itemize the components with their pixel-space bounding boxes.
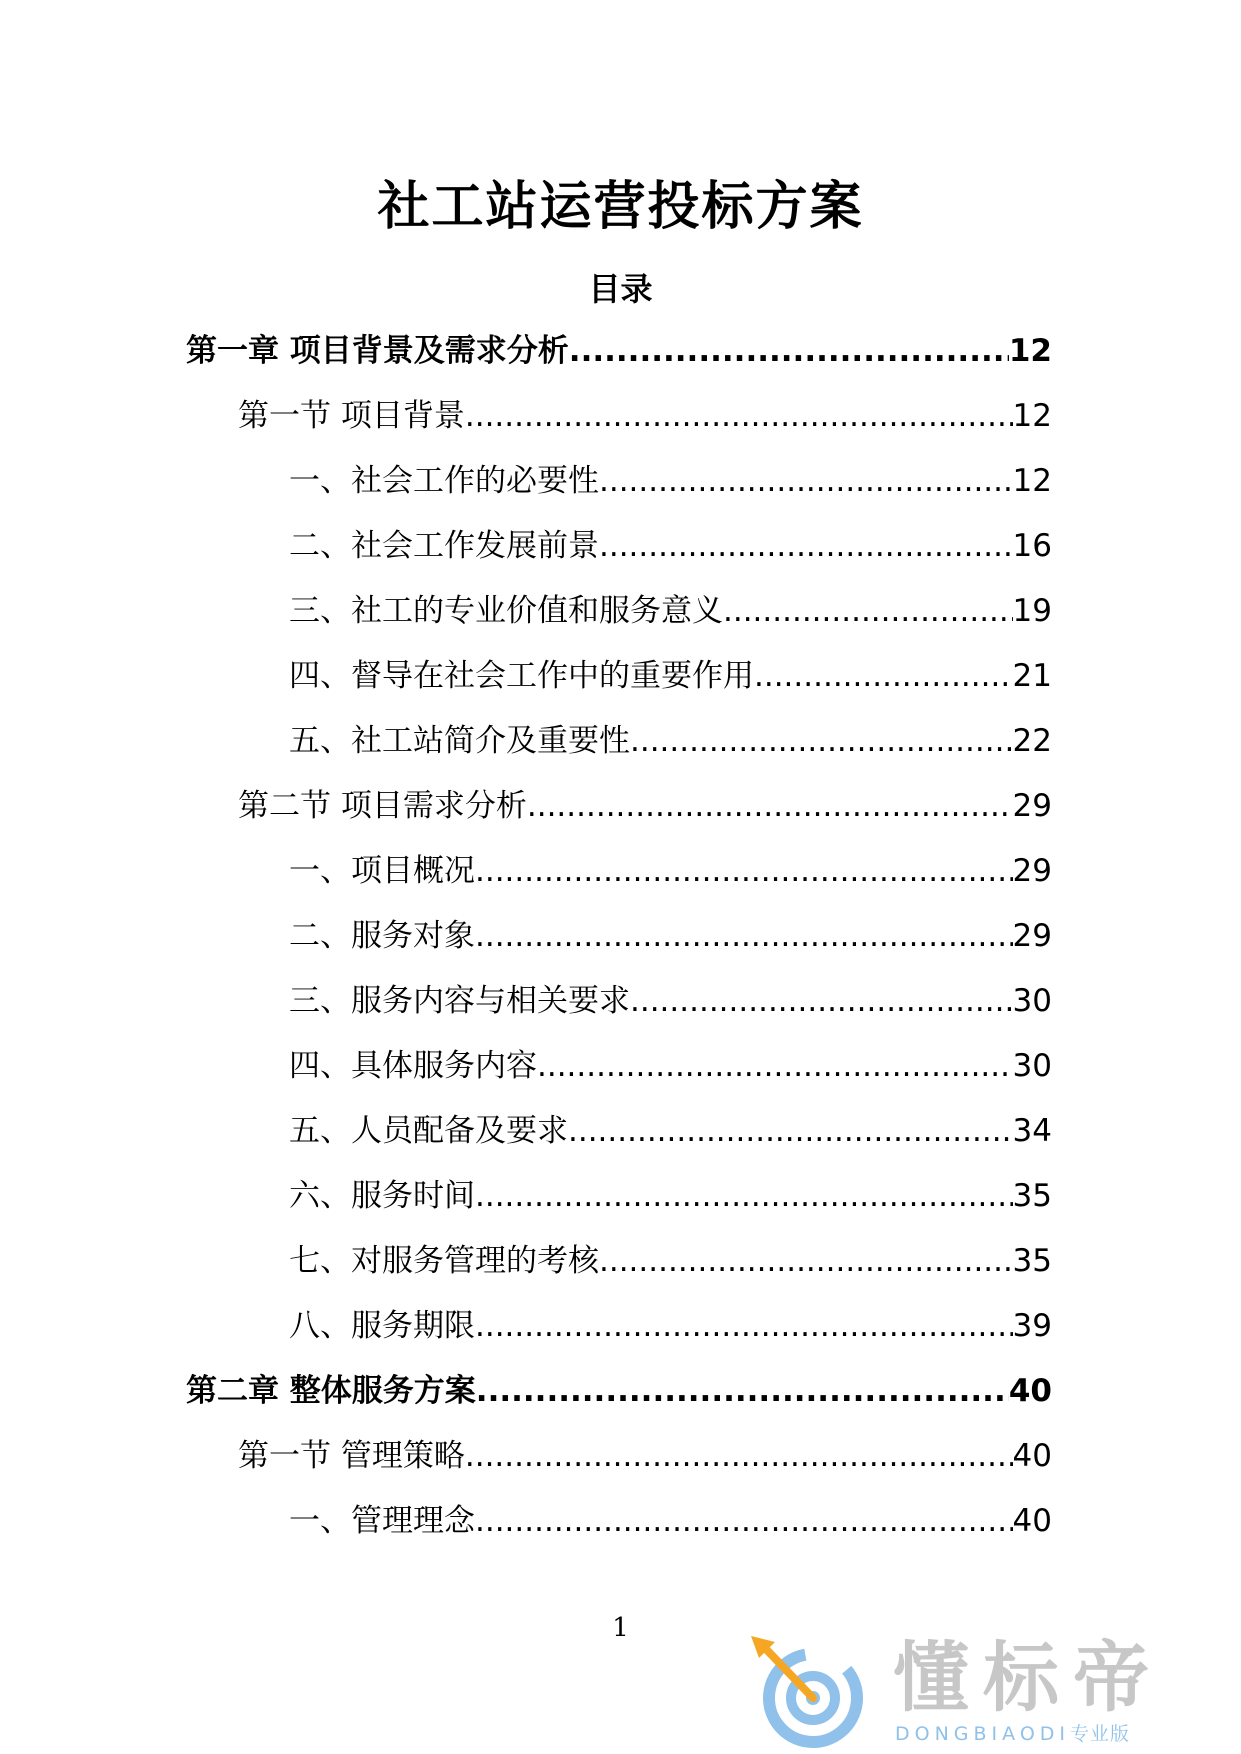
toc-entry[interactable] — [186, 1498, 1052, 1563]
toc-entry-page-number: 39 — [1012, 1308, 1052, 1344]
toc-entry-title: 六、服务时间 — [289, 1178, 475, 1214]
toc-entry-page-number: 35 — [1012, 1178, 1052, 1214]
toc-heading: 目录 — [588, 270, 653, 308]
toc-entry[interactable] — [186, 523, 1052, 588]
toc-entry[interactable] — [186, 718, 1052, 783]
watermark-edition: 专业版 — [1070, 1723, 1131, 1745]
toc-dot-leader — [475, 913, 1013, 959]
watermark-pinyin: DONGBIAODI — [895, 1723, 1071, 1745]
toc-dot-leader — [476, 1368, 1009, 1414]
toc-entry-page-number: 21 — [1012, 658, 1052, 694]
toc-dot-leader — [465, 393, 1013, 439]
toc-entry[interactable] — [186, 913, 1052, 978]
toc-dot-leader — [465, 1433, 1013, 1479]
toc-entry-title: 七、对服务管理的考核 — [289, 1243, 599, 1279]
toc-dot-leader — [475, 1498, 1013, 1544]
toc-entry-title: 第二章 整体服务方案 — [186, 1373, 476, 1409]
toc-dot-leader — [723, 588, 1013, 634]
toc-dot-leader — [475, 848, 1013, 894]
toc-entry[interactable] — [186, 1368, 1052, 1433]
toc-entry[interactable] — [186, 1043, 1052, 1108]
toc-dot-leader — [630, 718, 1013, 764]
toc-entry[interactable] — [186, 458, 1052, 523]
toc-entry-title: 三、服务内容与相关要求 — [289, 983, 630, 1019]
toc-dot-leader — [754, 653, 1013, 699]
toc-dot-leader — [599, 1238, 1013, 1284]
toc-entry[interactable] — [186, 783, 1052, 848]
table-of-contents — [186, 328, 1052, 1563]
toc-entry[interactable] — [186, 1173, 1052, 1238]
toc-entry-title: 第一节 项目背景 — [238, 398, 465, 434]
toc-entry-page-number: 35 — [1012, 1243, 1052, 1279]
toc-entry-page-number: 12 — [1008, 333, 1052, 369]
toc-entry-title: 二、服务对象 — [289, 918, 475, 954]
toc-entry[interactable] — [186, 328, 1052, 393]
toc-entry-page-number: 12 — [1012, 463, 1052, 499]
toc-entry-title: 五、人员配备及要求 — [289, 1113, 568, 1149]
toc-entry-page-number: 40 — [1008, 1373, 1052, 1409]
toc-entry[interactable] — [186, 848, 1052, 913]
toc-dot-leader — [599, 458, 1013, 504]
toc-entry[interactable] — [186, 653, 1052, 718]
toc-entry-page-number: 30 — [1012, 1048, 1052, 1084]
toc-entry-page-number: 19 — [1012, 593, 1052, 629]
toc-entry-title: 第一章 项目背景及需求分析 — [186, 333, 569, 369]
toc-entry-page-number: 22 — [1012, 723, 1052, 759]
toc-dot-leader — [475, 1303, 1013, 1349]
toc-dot-leader — [568, 1108, 1013, 1154]
toc-entry-title: 第二节 项目需求分析 — [238, 788, 527, 824]
page-number: 1 — [612, 1613, 629, 1643]
toc-entry-title: 四、督导在社会工作中的重要作用 — [289, 658, 754, 694]
toc-dot-leader — [569, 328, 1009, 374]
toc-entry-page-number: 34 — [1012, 1113, 1052, 1149]
toc-entry-page-number: 29 — [1012, 788, 1052, 824]
toc-entry[interactable] — [186, 978, 1052, 1043]
toc-entry[interactable] — [186, 1108, 1052, 1173]
toc-entry[interactable] — [186, 1433, 1052, 1498]
toc-entry-title: 一、管理理念 — [289, 1503, 475, 1539]
document-title: 社工站运营投标方案 — [377, 177, 864, 237]
toc-entry-page-number: 12 — [1012, 398, 1052, 434]
toc-entry-page-number: 16 — [1012, 528, 1052, 564]
toc-entry-page-number: 29 — [1012, 853, 1052, 889]
toc-dot-leader — [475, 1173, 1013, 1219]
toc-entry-page-number: 40 — [1012, 1503, 1052, 1539]
target-arrow-icon — [745, 1630, 875, 1748]
toc-entry-title: 第一节 管理策略 — [238, 1438, 465, 1474]
watermark — [745, 1630, 1225, 1748]
toc-dot-leader — [599, 523, 1013, 569]
toc-entry-title: 四、具体服务内容 — [289, 1048, 537, 1084]
watermark-brand-name: 懂标帝 — [893, 1633, 1163, 1722]
toc-entry-title: 五、社工站简介及重要性 — [289, 723, 630, 759]
toc-dot-leader — [527, 783, 1013, 829]
toc-entry[interactable] — [186, 393, 1052, 458]
toc-entry-title: 一、社会工作的必要性 — [289, 463, 599, 499]
toc-entry-page-number: 29 — [1012, 918, 1052, 954]
toc-dot-leader — [537, 1043, 1013, 1089]
toc-dot-leader — [630, 978, 1013, 1024]
watermark-subtitle — [895, 1722, 1130, 1746]
toc-entry-title: 八、服务期限 — [289, 1308, 475, 1344]
toc-entry[interactable] — [186, 588, 1052, 653]
toc-entry-title: 三、社工的专业价值和服务意义 — [289, 593, 723, 629]
toc-entry[interactable] — [186, 1238, 1052, 1303]
toc-entry-page-number: 30 — [1012, 983, 1052, 1019]
toc-entry-title: 二、社会工作发展前景 — [289, 528, 599, 564]
toc-entry-page-number: 40 — [1012, 1438, 1052, 1474]
toc-entry[interactable] — [186, 1303, 1052, 1368]
toc-entry-title: 一、项目概况 — [289, 853, 475, 889]
